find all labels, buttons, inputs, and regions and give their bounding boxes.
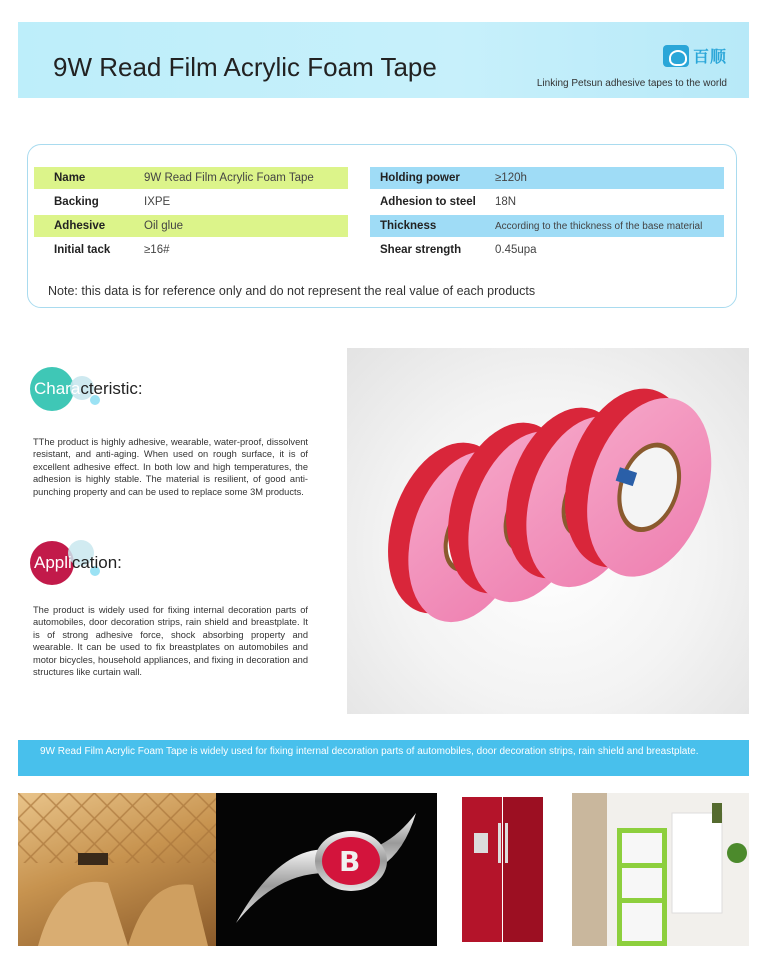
spec-row-shear-strength [370,239,724,261]
spec-row-backing [34,191,348,213]
spec-value: According to the thickness of the base material [495,220,703,232]
spec-row-name [34,167,348,189]
spec-label: Adhesion to steel [380,196,476,208]
spec-label: Name [54,172,86,184]
spec-label: Adhesive [54,220,106,232]
logo-text: 百顺 [692,47,727,66]
spec-value: 18N [495,196,517,208]
car-interior-photo [18,793,216,946]
spec-row-adhesive [34,215,348,237]
tape-rolls-image [347,348,749,714]
spec-label: Holding power [380,172,460,184]
product-photo [347,348,749,714]
spec-value: ≥16# [144,244,170,256]
application-heading [30,538,230,588]
spec-note: Note: this data is for reference only and do not represent the real value of each products [48,284,536,298]
spec-value: 0.45upa [495,244,537,256]
page-title: 9W Read Film Acrylic Foam Tape [53,52,437,82]
svg-text:B: B [339,845,361,878]
application-text: The product is widely used for fixing internal decoration parts of automobiles, door decoration strips, rain shield and breastplate. It is of strong adhesive force, shock absorbing property and wearable. It can be used to fix breastplates on automobiles and motor bicycles, household appliances, and fixing in decoration and structures like curtain wall. [33,605,308,678]
characteristic-heading [30,364,230,414]
header-banner [18,22,749,98]
spec-table [27,144,737,308]
spec-value: IXPE [144,196,171,208]
refrigerator-photo [460,793,545,946]
spec-value: ≥120h [495,172,527,184]
characteristic-title: Characteristic: [34,379,143,398]
caption-strip: 9W Read Film Acrylic Foam Tape is widely used for fixing internal decoration parts of automobiles, door decoration strips, rain shield and breastplate. [18,740,749,776]
spec-label: Shear strength [380,244,462,256]
spec-label: Initial tack [54,244,111,256]
spec-label: Thickness [380,220,437,232]
spec-row-initial-tack [34,239,348,261]
brand-logo [663,44,727,67]
spec-row-holding-power [370,167,724,189]
spec-label: Backing [54,196,99,208]
spec-value: Oil glue [144,220,183,232]
car-emblem-photo [216,793,437,946]
furniture-shelf-photo [572,793,749,946]
tagline: Linking Petsun adhesive tapes to the world [536,78,727,89]
spec-value: 9W Read Film Acrylic Foam Tape [144,172,314,184]
characteristic-text: TThe product is highly adhesive, wearable, water-proof, dissolvent resistant, and anti-aging. When used on rough surface, it is of excellent adhesive effect. In both low and high temperatures, the adhesion is highly stable. The material is resilient, of good anti-punching property and can be used to replace some 3M products. [33,437,308,497]
application-title: Application: [34,553,122,572]
logo-icon [663,45,689,67]
spec-row-thickness [370,215,724,237]
spec-row-adhesion-steel [370,191,724,213]
